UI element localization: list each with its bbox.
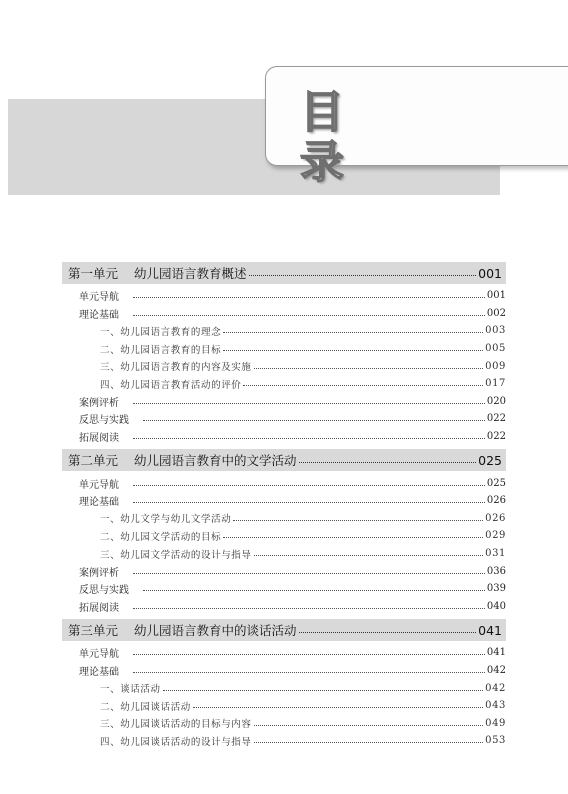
toc-section-entry[interactable] bbox=[62, 492, 506, 510]
entry-label: 理论基础 bbox=[79, 309, 119, 321]
entry-label: 一、谈话活动 bbox=[100, 684, 161, 696]
entry-label: 一、幼儿园语言教育的理念 bbox=[100, 326, 222, 338]
page-number: 049 bbox=[485, 717, 506, 729]
dot-leader bbox=[133, 297, 485, 298]
toc-section-entry[interactable] bbox=[62, 662, 506, 680]
toc-subsection-entry[interactable] bbox=[62, 375, 506, 393]
page-number: 001 bbox=[478, 265, 502, 281]
page-number: 017 bbox=[485, 378, 506, 390]
page-number: 026 bbox=[485, 512, 506, 524]
toc-subsection-entry[interactable] bbox=[62, 527, 506, 545]
entry-label: 案例评析 bbox=[79, 397, 119, 409]
toc-section-entry[interactable] bbox=[62, 410, 506, 428]
page-number: 020 bbox=[486, 395, 506, 407]
page-number: 005 bbox=[485, 343, 506, 355]
dot-leader bbox=[143, 590, 485, 591]
page-number: 042 bbox=[485, 682, 506, 694]
dot-leader bbox=[133, 315, 485, 316]
table-of-contents bbox=[62, 262, 506, 754]
page-title: 目 录 bbox=[300, 87, 378, 188]
page-number: 029 bbox=[485, 530, 506, 542]
page-number: 026 bbox=[486, 495, 506, 507]
toc-subsection-entry[interactable] bbox=[62, 679, 506, 697]
dot-leader bbox=[143, 420, 485, 421]
toc-section-entry[interactable] bbox=[62, 598, 506, 616]
toc-subsection-entry[interactable] bbox=[62, 697, 506, 715]
entry-label: 反思与实践 bbox=[79, 585, 129, 597]
page-number: 039 bbox=[486, 583, 506, 595]
dot-leader bbox=[133, 403, 485, 404]
dot-leader bbox=[254, 742, 484, 743]
toc-section-entry[interactable] bbox=[62, 305, 506, 323]
entry-label: 三、幼儿园谈话活动的目标与内容 bbox=[100, 719, 252, 731]
dot-leader bbox=[249, 275, 477, 276]
dot-leader bbox=[163, 690, 484, 691]
entry-label: 一、幼儿文学与幼儿文学活动 bbox=[100, 514, 232, 526]
page-number: 003 bbox=[485, 325, 506, 337]
dot-leader bbox=[193, 707, 483, 708]
unit-label bbox=[68, 264, 247, 282]
dot-leader bbox=[223, 537, 483, 538]
toc-subsection-entry[interactable] bbox=[62, 732, 506, 750]
dot-leader bbox=[254, 555, 484, 556]
entry-label: 反思与实践 bbox=[79, 415, 129, 427]
page-number: 001 bbox=[486, 290, 506, 302]
entry-label: 三、幼儿园语言教育的内容及实施 bbox=[100, 362, 252, 374]
dot-leader bbox=[254, 725, 484, 726]
dot-leader bbox=[223, 350, 483, 351]
page-number: 002 bbox=[486, 307, 506, 319]
unit-title: 幼儿园语言教育概述 bbox=[134, 266, 247, 281]
page-number: 041 bbox=[486, 647, 506, 659]
dot-leader bbox=[133, 502, 485, 503]
entry-label: 单元导航 bbox=[79, 479, 119, 491]
dot-leader bbox=[299, 462, 477, 463]
toc-unit-group bbox=[62, 262, 506, 445]
page-number: 040 bbox=[486, 600, 506, 612]
page-number: 041 bbox=[478, 622, 502, 638]
entry-label: 单元导航 bbox=[79, 649, 119, 661]
entry-label: 二、幼儿园谈话活动 bbox=[100, 701, 191, 713]
toc-section-entry[interactable] bbox=[62, 562, 506, 580]
dot-leader bbox=[133, 485, 485, 486]
entry-label: 拓展阅读 bbox=[79, 433, 119, 445]
toc-section-entry[interactable] bbox=[62, 474, 506, 492]
dot-leader bbox=[133, 672, 485, 673]
unit-title: 幼儿园语言教育中的谈话活动 bbox=[134, 623, 297, 639]
dot-leader bbox=[243, 385, 483, 386]
entry-label: 三、幼儿园文学活动的设计与指导 bbox=[100, 549, 252, 561]
dot-leader bbox=[133, 438, 485, 439]
toc-unit-group bbox=[62, 449, 506, 615]
toc-unit-group bbox=[62, 619, 506, 750]
toc-section-entry[interactable] bbox=[62, 644, 506, 662]
toc-subsection-entry[interactable] bbox=[62, 357, 506, 375]
dot-leader bbox=[254, 368, 484, 369]
page-number: 022 bbox=[486, 413, 506, 425]
page-number: 009 bbox=[485, 360, 506, 372]
unit-number: 第二单元 bbox=[68, 453, 119, 469]
entry-label: 理论基础 bbox=[79, 497, 119, 509]
toc-subsection-entry[interactable] bbox=[62, 714, 506, 732]
toc-unit-heading[interactable] bbox=[62, 619, 506, 641]
toc-unit-heading[interactable] bbox=[62, 262, 506, 284]
entry-label: 单元导航 bbox=[79, 292, 119, 304]
page-number: 043 bbox=[485, 700, 506, 712]
toc-section-entry[interactable] bbox=[62, 428, 506, 446]
page-number: 025 bbox=[486, 477, 506, 489]
toc-section-entry[interactable] bbox=[62, 393, 506, 411]
unit-label bbox=[68, 451, 297, 469]
toc-section-entry[interactable] bbox=[62, 580, 506, 598]
page-number: 022 bbox=[486, 431, 506, 443]
entry-label: 案例评析 bbox=[79, 567, 119, 579]
unit-title: 幼儿园语言教育中的文学活动 bbox=[134, 453, 297, 469]
dot-leader bbox=[223, 332, 483, 333]
unit-number: 第一单元 bbox=[68, 266, 119, 281]
page-number: 042 bbox=[486, 664, 506, 676]
unit-number: 第三单元 bbox=[68, 623, 119, 639]
toc-section-entry[interactable] bbox=[62, 287, 506, 305]
toc-subsection-entry[interactable] bbox=[62, 322, 506, 340]
entry-label: 理论基础 bbox=[79, 666, 119, 678]
dot-leader bbox=[133, 608, 485, 609]
page-number: 053 bbox=[485, 735, 506, 747]
entry-label: 四、幼儿园谈话活动的设计与指导 bbox=[100, 736, 252, 748]
page-number: 025 bbox=[478, 452, 502, 468]
toc-unit-heading[interactable] bbox=[62, 449, 506, 471]
dot-leader bbox=[299, 632, 477, 633]
entry-label: 拓展阅读 bbox=[79, 602, 119, 614]
toc-subsection-entry[interactable] bbox=[62, 510, 506, 528]
page-number: 036 bbox=[486, 565, 506, 577]
page-number: 031 bbox=[485, 548, 506, 560]
dot-leader bbox=[133, 573, 485, 574]
unit-label bbox=[68, 621, 297, 639]
toc-subsection-entry[interactable] bbox=[62, 340, 506, 358]
entry-label: 二、幼儿园文学活动的目标 bbox=[100, 531, 222, 543]
dot-leader bbox=[233, 520, 483, 521]
entry-label: 四、幼儿园语言教育活动的评价 bbox=[100, 379, 242, 391]
dot-leader bbox=[133, 654, 485, 655]
toc-subsection-entry[interactable] bbox=[62, 545, 506, 563]
entry-label: 二、幼儿园语言教育的目标 bbox=[100, 344, 222, 356]
